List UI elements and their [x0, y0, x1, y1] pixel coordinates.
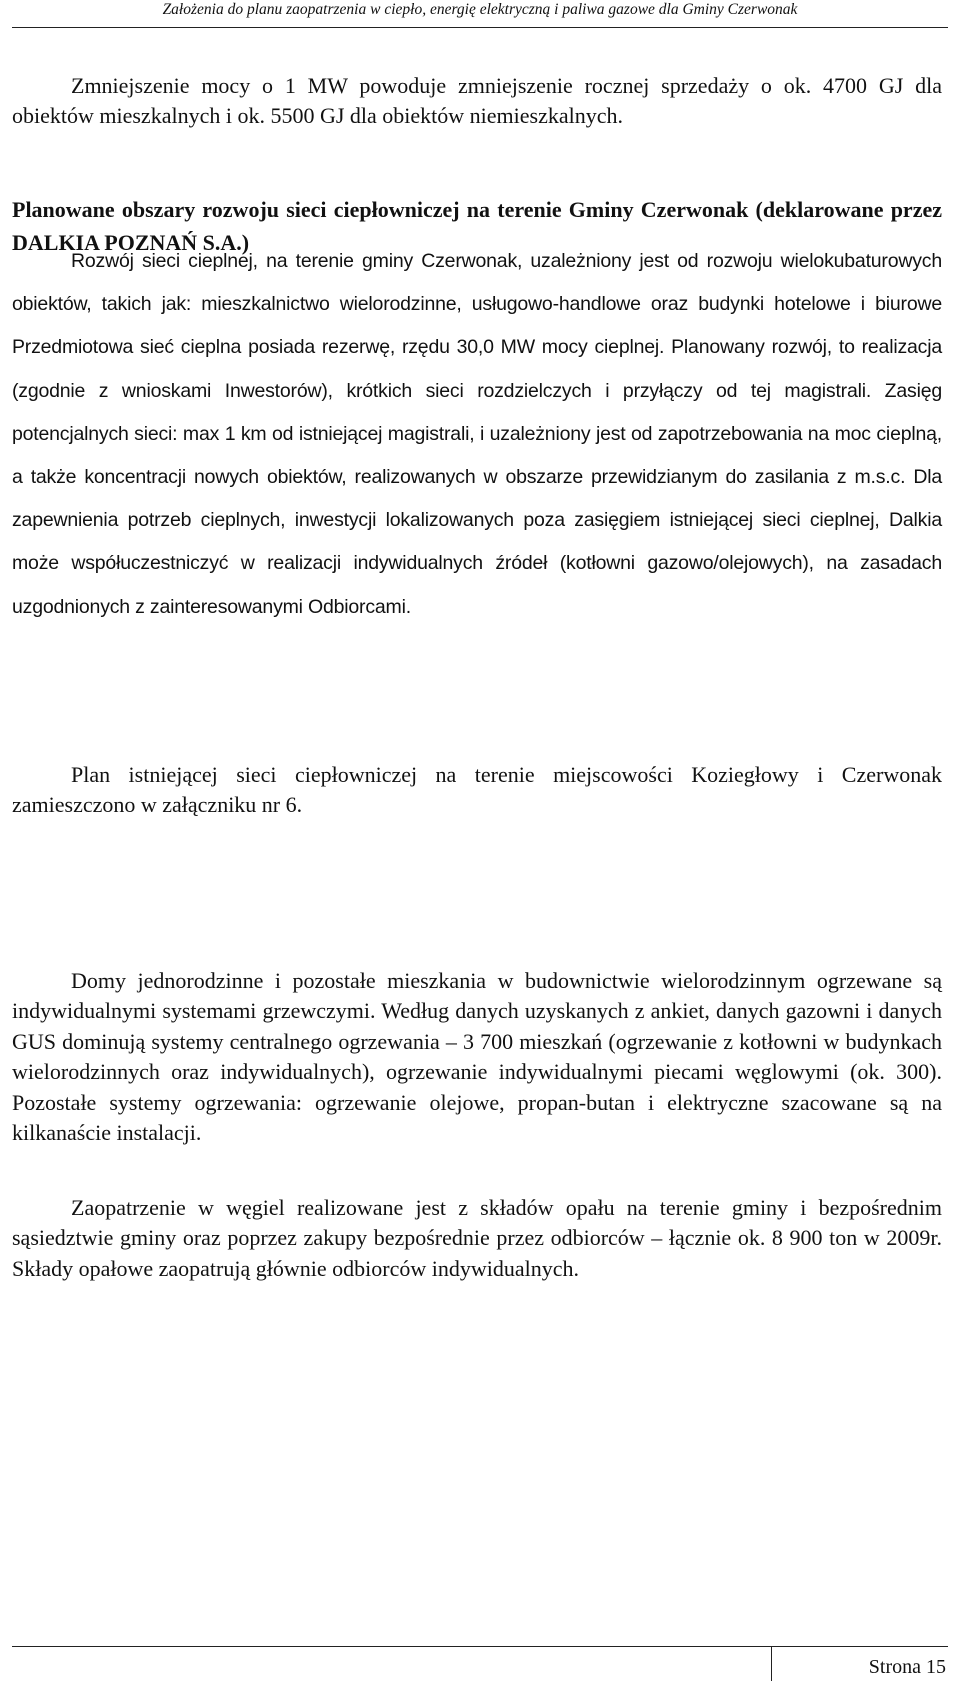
running-header: Założenia do planu zaopatrzenia w ciepło, energię elektryczną i paliwa gazowe dla Gminy Czerwonak — [12, 0, 948, 28]
paragraph-coal-supply: Zaopatrzenie w węgiel realizowane jest z składów opału na terenie gminy i bezpośrednim sąsiedztwie gminy oraz poprzez zakupy bezpośrednie przez odbiorców – łącznie ok. 8 900 ton w 2009r. Składy opałowe zaopatrują głównie odbiorców indywidualnych. — [12, 1195, 942, 1281]
paragraph-network-development: Rozwój sieci cieplnej, na terenie gminy Czerwonak, uzależniony jest od rozwoju wielokubaturowych obiektów, takich jak: mieszkalnictwo wielorodzinne, usługowo-handlowe oraz budynki hotelowe i biurowe Przedmiotowa sieć cieplna posiada rezerwę, rzędu 30,0 MW mocy cieplnej. Planowany rozwój, to realizacja (zgodnie z wnioskami Inwestorów), krótkich sieci rozdzielczych i przyłączy od tej magistrali. Zasięg potencjalnych sieci: max 1 km od istniejącej magistrali, i uzależniony jest od zapotrzebowania na moc cieplną, a także koncentracji nowych obiektów, realizowanych w obszarze przewidzianym do zasilania z m.s.c. Dla zapewnienia potrzeb cieplnych, inwestycji lokalizowanych poza zasięgiem istniejącej sieci cieplnej, Dalkia może współuczestniczyć w realizacji indywidualnych źródeł (kotłowni gazowo/olejowych), na zasadach uzgodnionych z zainteresowanymi Odbiorcami. — [12, 250, 942, 618]
section-heading-planned-areas: Planowane obszary rozwoju sieci ciepłowniczej na terenie Gminy Czerwonak (deklarowane przez DALKIA POZNAŃ S.A.) — [12, 197, 942, 255]
footer-divider — [771, 1646, 772, 1681]
paragraph-power-reduction: Zmniejszenie mocy o 1 MW powoduje zmniejszenie rocznej sprzedaży o ok. 4700 GJ dla obiektów mieszkalnych i ok. 5500 GJ dla obiektów niemieszkalnych. — [12, 73, 942, 128]
footer-rule — [12, 1646, 948, 1647]
page-number: Strona 15 — [868, 1656, 946, 1678]
paragraph-single-family-heating: Domy jednorodzinne i pozostałe mieszkania w budownictwie wielorodzinnym ogrzewane są indywidualnymi systemami grzewczymi. Według danych uzyskanych z ankiet, danych gazowni i danych GUS dominują systemy centralnego ogrzewania – 3 700 mieszkań (ogrzewanie z kotłowni w budynkach wielorodzinnych oraz indywidualnych), ogrzewanie indywidualnymi piecami węglowymi (ok. 300). Pozostałe systemy ogrzewania: ogrzewanie olejowe, propan-butan i elektryczne szacowane są na kilkanaście instalacji. — [12, 968, 942, 1146]
paragraph-network-plan-attachment: Plan istniejącej sieci ciepłowniczej na terenie miejscowości Koziegłowy i Czerwonak zamieszczono w załączniku nr 6. — [12, 762, 942, 817]
